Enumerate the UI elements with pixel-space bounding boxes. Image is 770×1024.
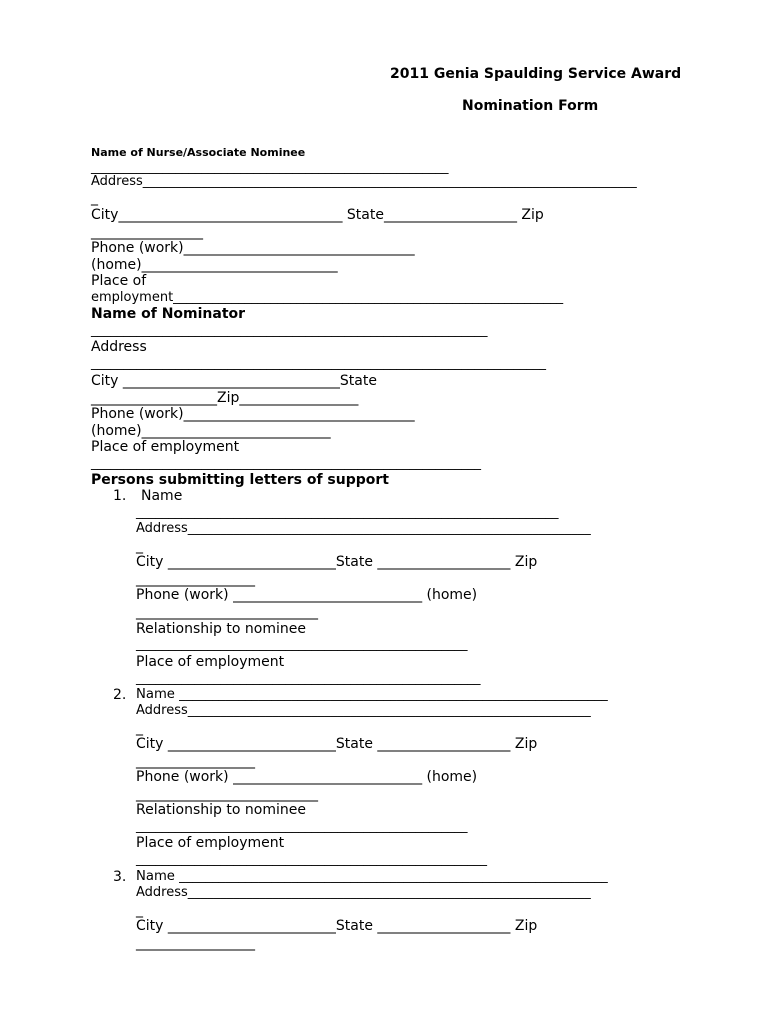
person-1-relationship-label: Relationship to nominee <box>136 621 306 637</box>
person-1-address-field[interactable]: Address______________________________________________________________ <box>136 521 591 536</box>
person-2-address-wrap: _ <box>136 720 143 736</box>
nominator-city-state-field[interactable]: City _______________________________State <box>91 373 377 389</box>
person-2-relationship-label: Relationship to nominee <box>136 802 306 818</box>
person-1-phone-home-line[interactable]: __________________________ <box>136 604 318 620</box>
person-1-name-label: Name <box>141 488 183 504</box>
person-2-address-field[interactable]: Address______________________________________________________________ <box>136 703 591 718</box>
person-3-address-field[interactable]: Address______________________________________________________________ <box>136 885 591 900</box>
person-3-zip-line[interactable]: _________________ <box>136 935 255 951</box>
form-subtitle: Nomination Form <box>462 98 599 114</box>
nominee-address-wrap: _ <box>91 190 98 206</box>
person-2-phone-home-line[interactable]: __________________________ <box>136 786 318 802</box>
nominator-address-field[interactable]: ______________________________________________________________________ <box>91 356 546 371</box>
person-2-relationship-field[interactable]: ___________________________________________________ <box>136 819 468 834</box>
person-2-number: 2. <box>113 687 127 703</box>
nominator-place-label: Place of employment <box>91 439 240 455</box>
nominee-city-state-zip-field[interactable]: City________________________________ State___________________ Zip <box>91 207 544 223</box>
person-2-employment-field[interactable]: ______________________________________________________ <box>136 852 487 867</box>
person-2-zip-line[interactable]: _________________ <box>136 753 255 769</box>
person-2-city-state-zip-field[interactable]: City ________________________State ___________________ Zip <box>136 736 538 752</box>
nominator-phone-work-field[interactable]: Phone (work)_________________________________ <box>91 406 415 422</box>
support-heading: Persons submitting letters of support <box>91 472 389 488</box>
person-1-employment-field[interactable]: _____________________________________________________ <box>136 671 481 686</box>
person-1-name-field[interactable]: _________________________________________________________________ <box>136 505 559 520</box>
person-3-city-state-zip-field[interactable]: City ________________________State ___________________ Zip <box>136 918 538 934</box>
person-2-phone-field[interactable]: Phone (work) ___________________________ (home) <box>136 769 478 785</box>
nominee-address-field[interactable]: Address____________________________________________________________________________ <box>91 174 637 189</box>
person-1-city-state-zip-field[interactable]: City ________________________State ___________________ Zip <box>136 554 538 570</box>
nominator-zip-field[interactable]: __________________Zip_________________ <box>91 390 359 406</box>
nominator-address-label: Address <box>91 339 147 355</box>
person-2-name-field[interactable]: Name _________________________________________________________________ <box>136 687 608 702</box>
nominator-employment-field[interactable]: ____________________________________________________________ <box>91 456 481 471</box>
person-1-relationship-field[interactable]: ___________________________________________________ <box>136 637 468 652</box>
nominee-phone-home-field[interactable]: (home)____________________________ <box>91 257 338 273</box>
person-1-number: 1. <box>113 488 127 504</box>
person-1-phone-field[interactable]: Phone (work) ___________________________ (home) <box>136 587 478 603</box>
nominee-phone-work-field[interactable]: Phone (work)_________________________________ <box>91 240 415 256</box>
nominee-name-field[interactable]: _______________________________________________________ <box>91 160 449 175</box>
nominee-employment-field[interactable]: employment____________________________________________________________ <box>91 290 564 305</box>
person-3-number: 3. <box>113 869 127 885</box>
nominator-phone-home-field[interactable]: (home)___________________________ <box>91 423 331 439</box>
person-3-address-wrap: _ <box>136 902 143 918</box>
person-3-name-field[interactable]: Name _________________________________________________________________ <box>136 869 608 884</box>
nominee-zip-line[interactable]: ________________ <box>91 224 203 240</box>
form-title: 2011 Genia Spaulding Service Award <box>390 66 682 82</box>
nominee-place-label: Place of <box>91 273 147 289</box>
nominator-heading: Name of Nominator <box>91 306 246 322</box>
person-2-place-label: Place of employment <box>136 835 285 851</box>
person-1-address-wrap: _ <box>136 538 143 554</box>
person-1-zip-line[interactable]: _________________ <box>136 571 255 587</box>
nominator-name-field[interactable]: _____________________________________________________________ <box>91 323 488 338</box>
nominee-heading: Name of Nurse/Associate Nominee <box>91 146 306 159</box>
person-1-place-label: Place of employment <box>136 654 285 670</box>
